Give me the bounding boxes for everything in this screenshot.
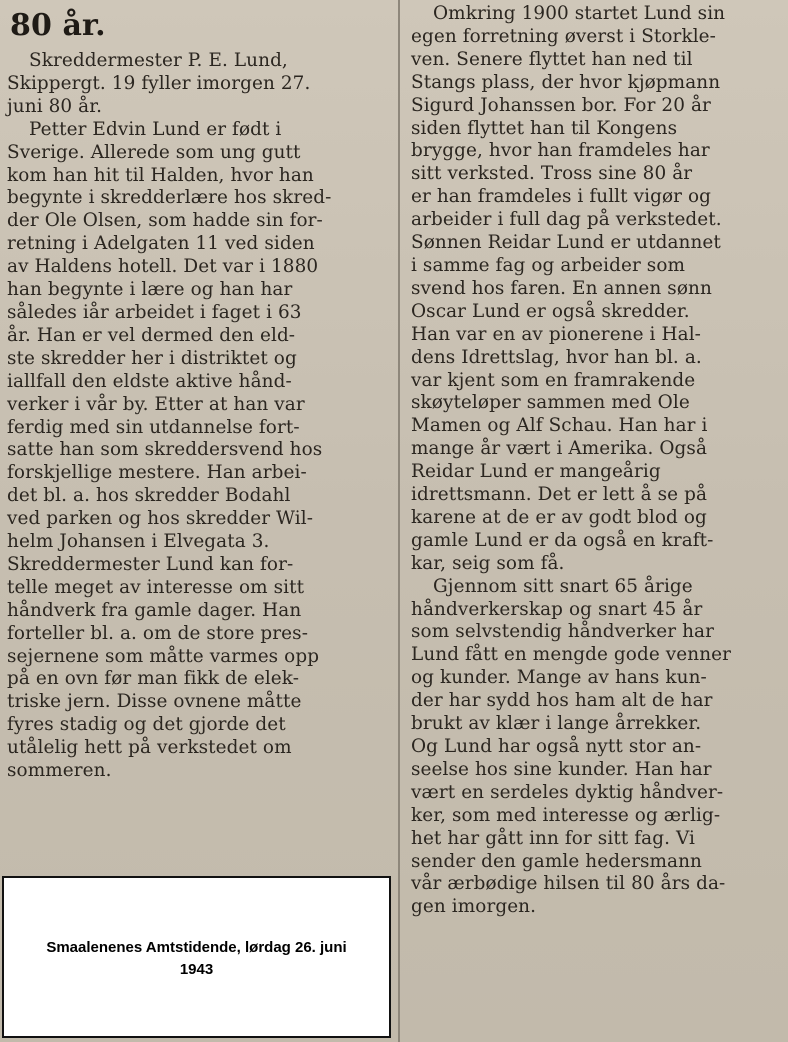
text-line: helm Johansen i Elvegata 3. — [7, 531, 270, 553]
text-line: idrettsmann. Det er lett å se på — [411, 484, 708, 506]
text-line: på en ovn før man fikk de elek- — [7, 668, 300, 690]
text-line: ker, som med interesse og ærlig- — [411, 804, 721, 826]
caption-source: Smaalenenes Amtstidende, lørdag 26. juni — [46, 939, 347, 956]
article-paragraph — [7, 119, 390, 783]
text-line: Lund fått en mengde gode venner — [411, 644, 732, 666]
text-line: utålelig hett på verkstedet om — [7, 737, 292, 759]
text-line: Oscar Lund er også skredder. — [411, 300, 690, 322]
text-line: år. Han er vel dermed den eld- — [7, 324, 296, 346]
text-line: telle meget av interesse om sitt — [7, 576, 305, 598]
article-paragraph — [411, 576, 783, 920]
text-line: het har gått inn for sitt fag. Vi — [411, 827, 696, 849]
text-line: gamle Lund er da også en kraft- — [411, 529, 714, 551]
text-line: sitt verksted. Tross sine 80 år — [411, 163, 693, 185]
text-line: Og Lund har også nytt stor an- — [411, 736, 702, 757]
text-line: begynte i skredderlære hos skred- — [7, 187, 332, 209]
left-column-body — [7, 50, 390, 783]
text-line: Gjennom sitt snart 65 årige — [433, 575, 693, 597]
text-line: det bl. a. hos skredder Bodahl — [7, 485, 291, 507]
text-line: vært en serdeles dyktig håndver- — [411, 781, 724, 803]
text-line: Skreddermester Lund kan for- — [7, 553, 294, 575]
text-line: forskjellige mestere. Han arbei- — [7, 462, 307, 484]
text-line: brukt av klær i lange årrekker. — [411, 713, 702, 735]
text-line: således iår arbeidet i faget i 63 — [7, 301, 302, 323]
text-line: ven. Senere flyttet han ned til — [411, 48, 693, 70]
text-line: juni 80 år. — [7, 95, 103, 117]
text-line: Mamen og Alf Schau. Han har i — [411, 415, 708, 437]
text-line: Skippergt. 19 fyller imorgen 27. — [7, 72, 311, 94]
text-line: av Haldens hotell. Det var i 1880 — [7, 256, 319, 278]
text-line: Sverige. Allerede som ung gutt — [7, 141, 301, 163]
article-headline: 80 år. — [10, 8, 106, 43]
text-line: Omkring 1900 startet Lund sin — [433, 3, 726, 24]
text-line: Sigurd Johanssen bor. For 20 år — [411, 94, 711, 116]
text-line: triske jern. Disse ovnene måtte — [7, 691, 302, 713]
text-line: Sønnen Reidar Lund er utdannet — [411, 232, 721, 254]
text-line: ste skredder her i distriktet og — [7, 347, 297, 369]
text-line: svend hos faren. En annen sønn — [411, 277, 712, 299]
text-line: er han framdeles i fullt vigør og — [411, 186, 712, 208]
text-line: kar, seig som få. — [411, 552, 565, 574]
text-line: egen forretning øverst i Storkle- — [411, 25, 716, 47]
text-line: satte han som skreddersvend hos — [7, 439, 323, 461]
caption-year: 1943 — [179, 961, 214, 978]
text-line: fyres stadig og det gjorde det — [7, 714, 286, 736]
text-line: ferdig med sin utdannelse fort- — [7, 416, 300, 438]
text-line: sender den gamle hedersmann — [411, 850, 702, 872]
text-line: arbeider i full dag på verkstedet. — [411, 209, 722, 231]
text-line: i samme fag og arbeider som — [411, 254, 686, 276]
text-line: og kunder. Mange av hans kun- — [411, 667, 707, 689]
text-line: skøyteløper sammen med Ole — [411, 392, 690, 414]
text-line: mange år vært i Amerika. Også — [411, 438, 708, 460]
article-paragraph — [411, 3, 783, 576]
text-line: der har sydd hos ham alt de har — [411, 690, 713, 712]
text-line: seelse hos sine kunder. Han har — [411, 758, 712, 780]
text-line: der Ole Olsen, som hadde sin for- — [7, 210, 323, 232]
column-divider — [398, 0, 400, 1042]
text-line: var kjent som en framrakende — [411, 369, 696, 391]
text-line: forteller bl. a. om de store pres- — [7, 622, 309, 644]
text-line: håndverk fra gamle dager. Han — [7, 599, 302, 621]
text-line: håndverkerskap og snart 45 år — [411, 598, 703, 620]
article-paragraph — [7, 50, 390, 119]
text-line: karene at de er av godt blod og — [411, 506, 707, 528]
text-line: som selvstendig håndverker har — [411, 621, 714, 643]
text-line: dens Idrettslag, hvor han bl. a. — [411, 346, 702, 368]
text-line: vår ærbødige hilsen til 80 års da- — [411, 873, 726, 895]
left-column — [7, 0, 390, 783]
text-line: Petter Edvin Lund er født i — [29, 118, 282, 140]
text-line: Stangs plass, der hvor kjøpmann — [411, 71, 721, 93]
source-caption — [2, 876, 391, 1038]
text-line: kom han hit til Halden, hvor han — [7, 164, 314, 186]
text-line: Reidar Lund er mangeårig — [411, 461, 661, 483]
text-line: iallfall den eldste aktive hånd- — [7, 370, 292, 392]
text-line: brygge, hvor han framdeles har — [411, 140, 710, 162]
text-line: sommeren. — [7, 760, 112, 782]
text-line: sejernene som måtte varmes opp — [7, 645, 320, 667]
text-line: siden flyttet han til Kongens — [411, 117, 678, 139]
text-line: ved parken og hos skredder Wil- — [7, 508, 314, 530]
right-column — [411, 3, 783, 919]
text-line: Han var en av pionerene i Hal- — [411, 323, 701, 345]
text-line: Skreddermester P. E. Lund, — [29, 50, 288, 71]
text-line: verker i vår by. Etter at han var — [7, 393, 305, 415]
text-line: gen imorgen. — [411, 896, 537, 918]
text-line: han begynte i lære og han har — [7, 279, 293, 301]
text-line: retning i Adelgaten 11 ved siden — [7, 233, 315, 255]
